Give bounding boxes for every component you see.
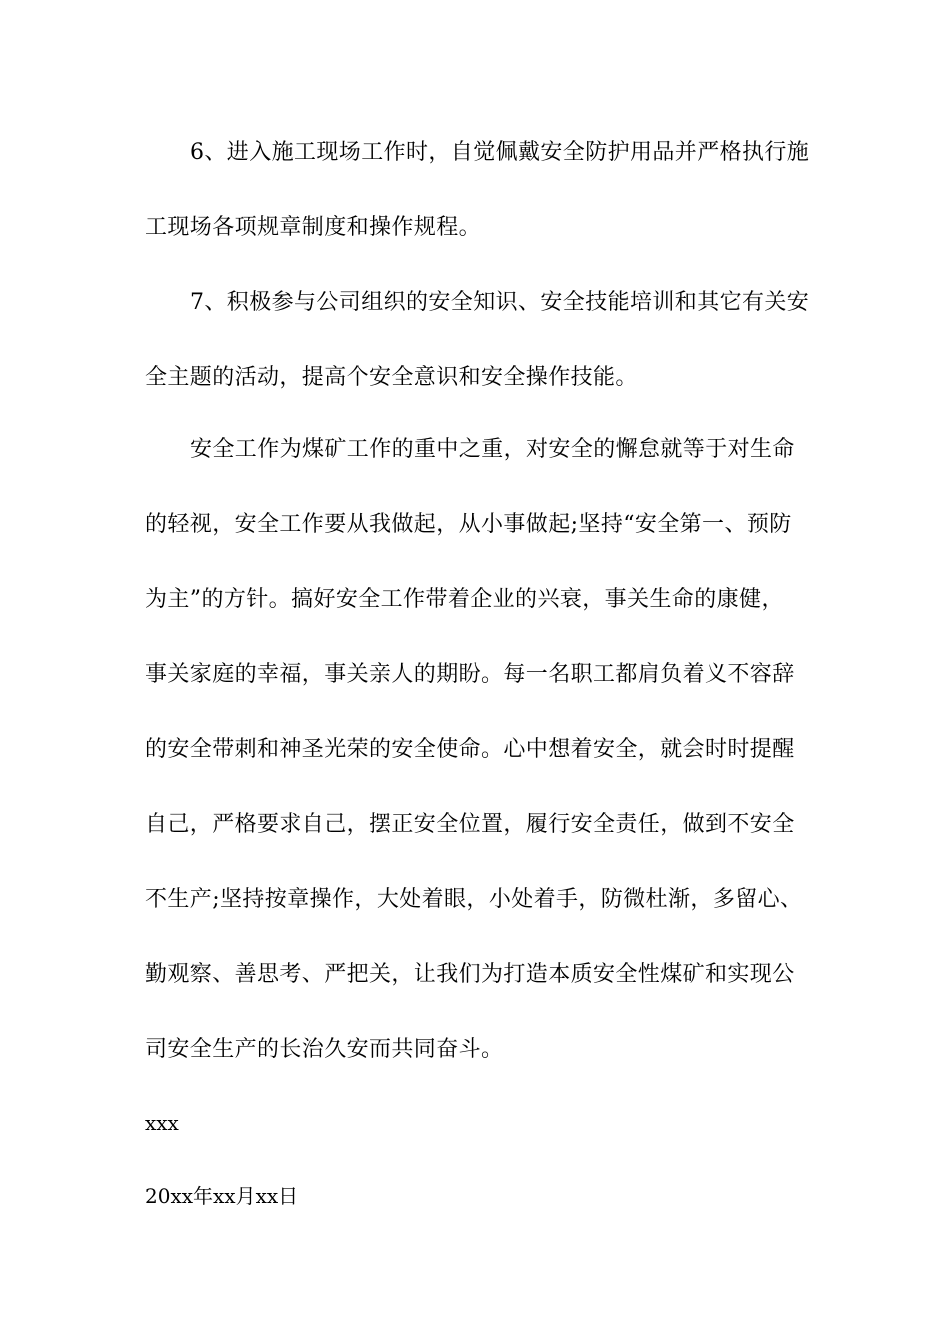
paragraph-line: 7、积极参与公司组织的安全知识、安全技能培训和其它有关安 [190, 290, 810, 315]
signature-date: 20xx年xx月xx日 [145, 1184, 299, 1208]
paragraph-line: 不生产;坚持按章操作，大处着眼，小处着手，防微杜渐，多留心、 [145, 887, 803, 912]
paragraph-line: 6、进入施工现场工作时，自觉佩戴安全防护用品并严格执行施 [190, 140, 810, 165]
paragraph-line: 为主”的方针。搞好安全工作带着企业的兴衰，事关生命的康健， [145, 587, 784, 612]
paragraph-line: 自己，严格要求自己，摆正安全位置，履行安全责任，做到不安全 [145, 812, 795, 837]
signature-name: xxx [145, 1111, 179, 1135]
paragraph-line: 勤观察、善思考、严把关，让我们为打造本质安全性煤矿和实现公 [145, 962, 795, 987]
paragraph-line: 工现场各项规章制度和操作规程。 [145, 215, 482, 240]
paragraph-line: 全主题的活动，提高个安全意识和安全操作技能。 [145, 365, 638, 390]
paragraph-line: 事关家庭的幸福，事关亲人的期盼。每一名职工都肩负着义不容辞 [145, 662, 795, 687]
paragraph-line: 的安全带刺和神圣光荣的安全使命。心中想着安全，就会时时提醒 [145, 737, 795, 762]
paragraph-line: 的轻视，安全工作要从我做起，从小事做起;坚持“安全第一、预防 [145, 512, 792, 537]
paragraph-line: 安全工作为煤矿工作的重中之重，对安全的懈怠就等于对生命 [190, 437, 795, 462]
paragraph-line: 司安全生产的长治久安而共同奋斗。 [145, 1037, 504, 1062]
